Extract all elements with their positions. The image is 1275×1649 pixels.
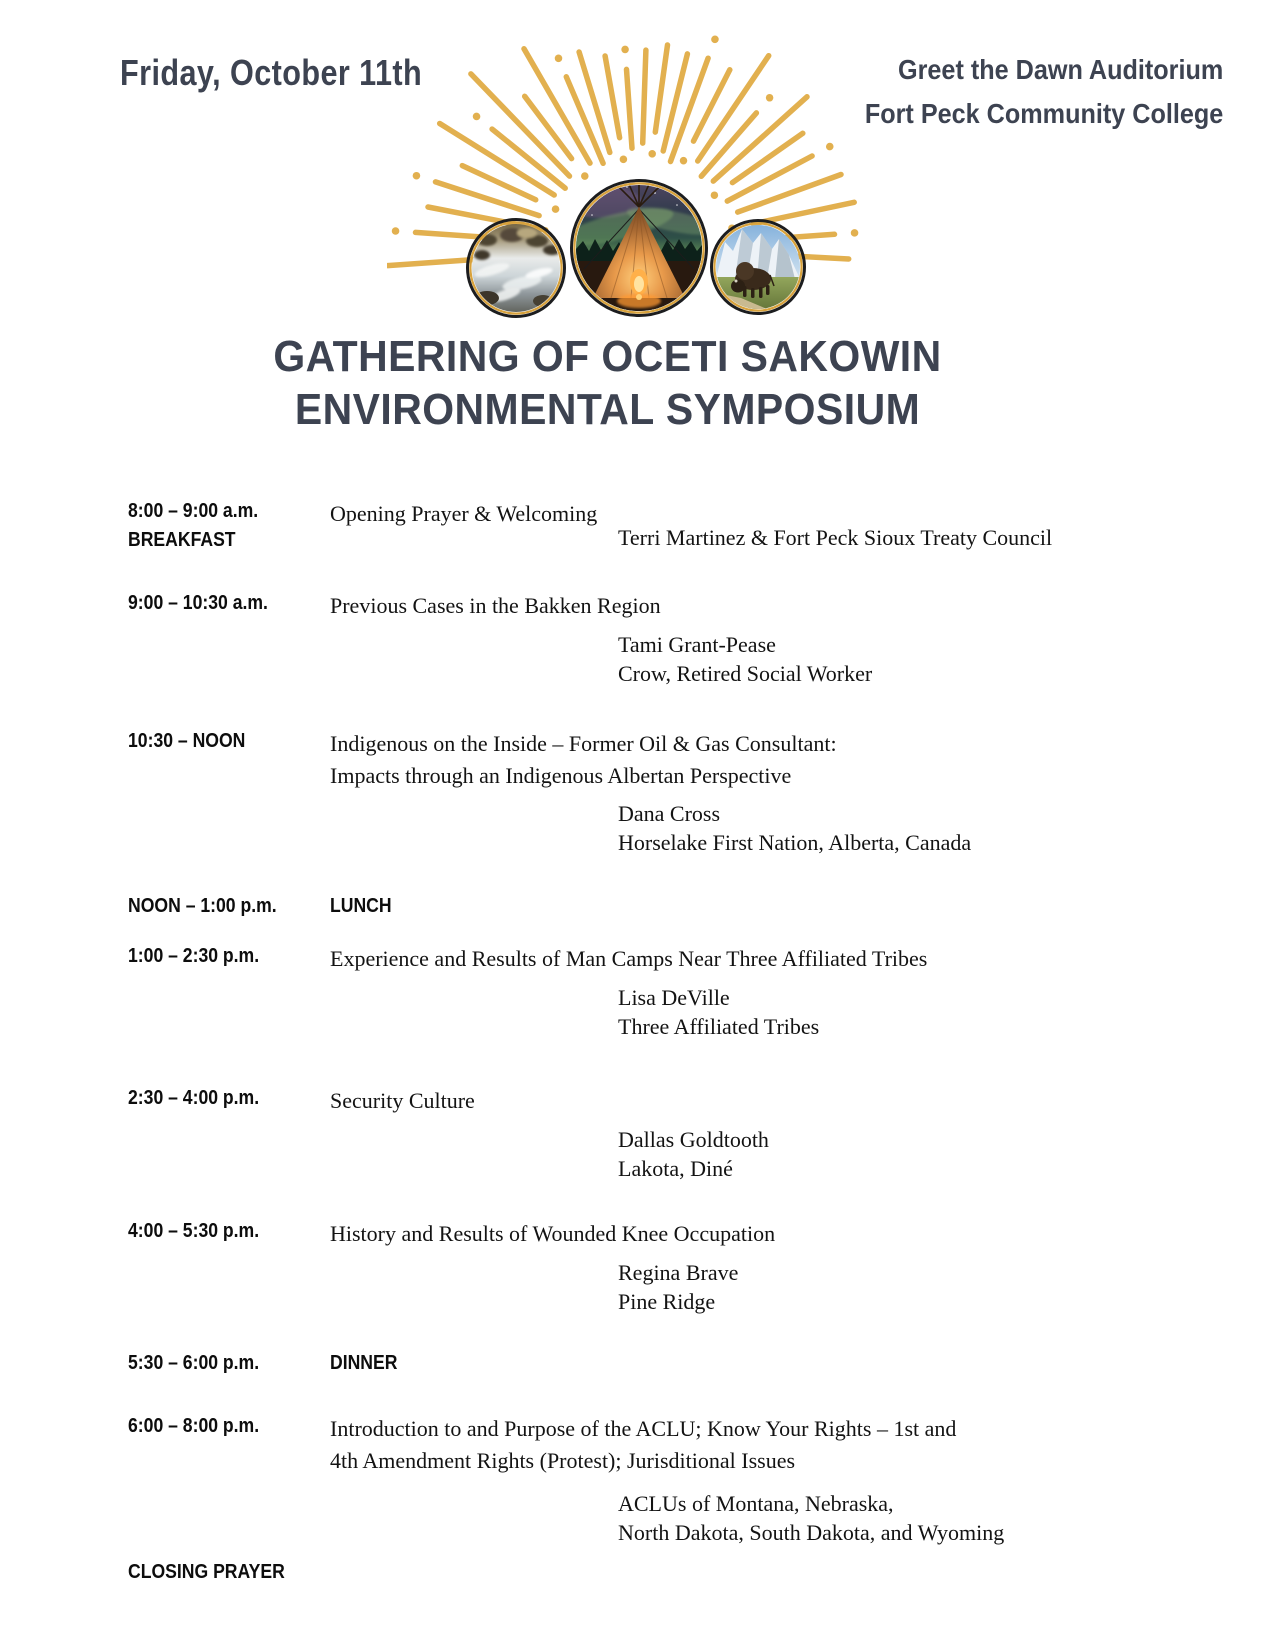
session-time: 10:30 – NOON bbox=[128, 730, 246, 752]
session-title: Experience and Results of Man Camps Near Three Affiliated Tribes bbox=[330, 946, 928, 971]
sunburst-logo-graphic bbox=[387, 35, 887, 320]
venue-block bbox=[865, 48, 1223, 136]
title-line-2: ENVIRONMENTAL SYMPOSIUM bbox=[294, 385, 921, 434]
speaker-name: Tami Grant-Pease bbox=[618, 632, 776, 657]
session-time: 8:00 – 9:00 a.m. bbox=[128, 500, 259, 522]
speaker-affiliation: Pine Ridge bbox=[618, 1289, 716, 1314]
session-time: NOON – 1:00 p.m. bbox=[128, 895, 277, 917]
speaker-name: Lisa DeVille bbox=[618, 985, 730, 1010]
speaker-affiliation: North Dakota, South Dakota, and Wyoming bbox=[618, 1520, 1005, 1545]
session-title bbox=[330, 728, 837, 792]
speaker-block bbox=[618, 1125, 769, 1183]
title-line-1: GATHERING OF OCETI SAKOWIN bbox=[273, 332, 942, 381]
speaker-name: Dana Cross bbox=[618, 801, 721, 826]
speaker-block bbox=[618, 983, 819, 1041]
speaker-name: Dallas Goldtooth bbox=[618, 1127, 769, 1152]
speaker-name: ACLUs of Montana, Nebraska, bbox=[618, 1491, 894, 1516]
speaker-affiliation: Crow, Retired Social Worker bbox=[618, 661, 873, 686]
session-title-line-1: Indigenous on the Inside – Former Oil & Gas Consultant: bbox=[330, 731, 837, 756]
session-title bbox=[330, 1413, 956, 1477]
meal-label: DINNER bbox=[330, 1352, 398, 1374]
session-time: 6:00 – 8:00 p.m. bbox=[128, 1415, 260, 1437]
speaker-name: Regina Brave bbox=[618, 1260, 739, 1285]
meal-label: LUNCH bbox=[330, 895, 392, 917]
session-title: Security Culture bbox=[330, 1088, 475, 1113]
symposium-logo bbox=[387, 35, 887, 320]
speaker-block bbox=[618, 1489, 1004, 1547]
speaker-affiliation: Horselake First Nation, Alberta, Canada bbox=[618, 830, 972, 855]
event-date: Friday, October 11th bbox=[120, 52, 423, 93]
venue-auditorium: Greet the Dawn Auditorium bbox=[897, 54, 1223, 85]
session-time: 2:30 – 4:00 p.m. bbox=[128, 1087, 260, 1109]
river-photo bbox=[468, 220, 565, 317]
bison-mountain-photo bbox=[712, 221, 805, 314]
closing-prayer-label: CLOSING PRAYER bbox=[128, 1561, 285, 1583]
speaker-block bbox=[618, 1258, 738, 1316]
session-time: 4:00 – 5:30 p.m. bbox=[128, 1220, 260, 1242]
session-time: 9:00 – 10:30 a.m. bbox=[128, 592, 268, 614]
speaker-name: Terri Martinez & Fort Peck Sioux Treaty Council bbox=[618, 525, 1053, 550]
session-time: 5:30 – 6:00 p.m. bbox=[128, 1352, 260, 1374]
session-time: 1:00 – 2:30 p.m. bbox=[128, 945, 260, 967]
speaker-block bbox=[618, 630, 872, 688]
speaker-block bbox=[618, 799, 971, 857]
meal-label: BREAKFAST bbox=[128, 529, 236, 551]
speaker-block bbox=[618, 523, 1052, 552]
session-title: Opening Prayer & Welcoming bbox=[330, 501, 598, 526]
session-title-line-1: Introduction to and Purpose of the ACLU; Know Your Rights – 1st and bbox=[330, 1416, 957, 1441]
speaker-affiliation: Three Affiliated Tribes bbox=[618, 1014, 820, 1039]
session-title-line-2: 4th Amendment Rights (Protest); Jurisditional Issues bbox=[330, 1448, 796, 1473]
session-title: History and Results of Wounded Knee Occupation bbox=[330, 1221, 776, 1246]
session-title-line-2: Impacts through an Indigenous Albertan Perspective bbox=[330, 763, 792, 788]
venue-college: Fort Peck Community College bbox=[864, 98, 1223, 129]
session-title: Previous Cases in the Bakken Region bbox=[330, 593, 661, 618]
tipi-aurora-photo bbox=[558, 179, 719, 316]
page-title bbox=[0, 330, 1275, 436]
speaker-affiliation: Lakota, Diné bbox=[618, 1156, 733, 1181]
